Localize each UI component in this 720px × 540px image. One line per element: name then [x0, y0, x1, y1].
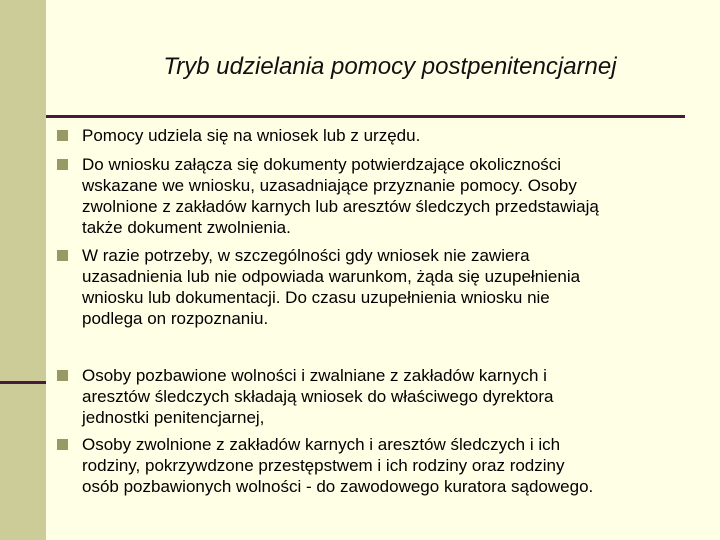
bullet-item-3: [82, 245, 697, 329]
bullet-line: W razie potrzeby, w szczególności gdy wniosek nie zawiera: [82, 246, 530, 265]
bullet-item-4: [82, 365, 697, 428]
bullet-line: Do wniosku załącza się dokumenty potwierdzające okoliczności: [82, 155, 562, 174]
bullet-line: zwolnione z zakładów karnych lub aresztów śledczych przedstawiają: [82, 197, 599, 216]
square-bullet-icon: [57, 159, 68, 170]
bullet-item-1: [82, 125, 697, 146]
bullet-line: jednostki penitencjarnej,: [82, 408, 265, 427]
square-bullet-icon: [57, 130, 68, 141]
bullet-line: także dokument zwolnienia.: [82, 218, 291, 237]
bullet-line: rodziny, pokrzywdzone przestępstwem i ich rodziny oraz rodziny: [82, 456, 565, 475]
slide-title: Tryb udzielania pomocy postpenitencjarnej: [163, 53, 617, 80]
bullet-line: uzasadnienia lub nie odpowiada warunkom, żąda się uzupełnienia: [82, 267, 581, 286]
bullet-item-5: [82, 434, 697, 497]
bullet-line: Osoby pozbawione wolności i zwalniane z zakładów karnych i: [82, 366, 547, 385]
bullet-line: osób pozbawionych wolności - do zawodowego kuratora sądowego.: [82, 477, 594, 496]
square-bullet-icon: [57, 370, 68, 381]
bullet-item-2: [82, 154, 697, 238]
bullet-line: Pomocy udziela się na wniosek lub z urzędu.: [82, 126, 421, 145]
bullet-line: podlega on rozpoznaniu.: [82, 309, 269, 328]
square-bullet-icon: [57, 439, 68, 450]
bullet-line: wskazane we wniosku, uzasadniające przyznanie pomocy. Osoby: [82, 176, 577, 195]
bullet-line: aresztów śledczych składają wniosek do właściwego dyrektora: [82, 387, 554, 406]
bullet-line: wniosku lub dokumentacji. Do czasu uzupełnienia wniosku nie: [82, 288, 550, 307]
bullet-line: Osoby zwolnione z zakładów karnych i aresztów śledczych i ich: [82, 435, 561, 454]
square-bullet-icon: [57, 250, 68, 261]
